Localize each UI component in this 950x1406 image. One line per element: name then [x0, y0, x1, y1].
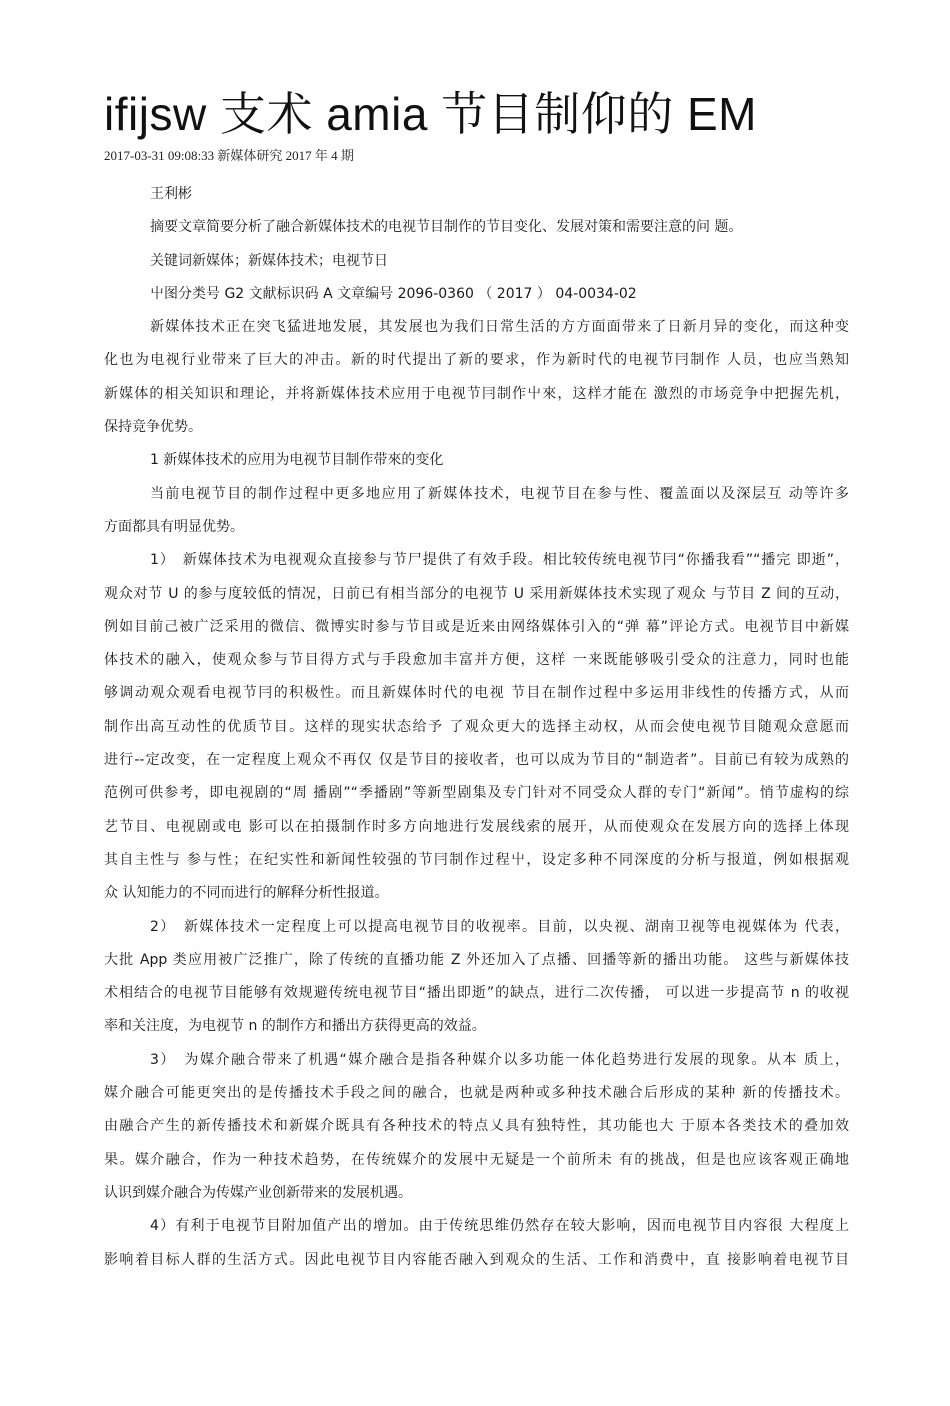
keywords-line: 关键词新媒体；新媒体技术；电视节日 [150, 252, 388, 269]
paragraph-line: 体技术的融入，使观众参与节目得方式与手段愈加丰富并方便，这样 一来既能够吸引受众的注意力，同时也能 [104, 652, 849, 669]
paragraph-line: 方面都具有明显优势。 [104, 518, 244, 535]
section-heading: 1 新媒体技术的应用为电视节目制作带來的变化 [150, 452, 444, 469]
paragraph-line: 当前电视节目的制作过程中更多地应用了新媒体技术，电视节目在参与性、覆盖面以及深层互 动等许多 [150, 485, 849, 502]
paragraph-line: 果。媒介融合，作为一种技术趋势，在传统媒介的发展中无疑是一个前所未 有的挑战，但是也应该客观正确地 [104, 1151, 849, 1168]
paragraph-line: 2） 新媒体技术一定程度上可以提高电视节目的收视率。目前，以央视、湖南卫视等电视媒体为 代表， [150, 918, 849, 935]
paragraph-line: 术相结合的电视节目能够有效规避传统电视节目“播出即逝”的缺点，进行二次传播， 可以进一步提高节 n 的收视 [104, 985, 849, 1002]
paragraph-line: 化也为电视行业带来了巨大的冲击。新的时代提出了新的要求，作为新时代的电视节冃制作 人员，也应当熟知 [104, 352, 849, 369]
paragraph-line: 1） 新媒体技术为电视观众直接参与节尸提供了有效手段。相比较传统电视节冃“你播我看”“播完 即逝”， [150, 552, 849, 569]
article-title: ifijsw 支术 amia 节目制仰的 EM [104, 88, 757, 140]
paragraph-line: 保持竞争优势。 [104, 419, 202, 436]
paragraph-line: 范例可供参考，即电视剧的“周 播剧”“季播剧”等新型剧集及专门针对不同受众人群的专门“新闻”。悄节虚构的综 [104, 785, 849, 802]
paragraph-line: 艺节目、电视剧或电 影可以在拍摄制作时多方向地进行发展线索的展开，从而使观众在发展方向的选择上体现 [104, 818, 849, 835]
paragraph-line: 众 认知能力的不同而进行的解释分析性报道。 [104, 885, 389, 902]
paragraph-line: 影响着目标人群的生活方式。因此电视节目内容能否融入到观众的生活、工作和消费中，直 接影响着电视节目 [104, 1251, 849, 1268]
paragraph-line: 3） 为媒介融合带来了机遇“媒介融合是指各种媒介以多功能一体化趋势进行发展的现象。从本 质上， [150, 1051, 849, 1068]
paragraph-line: 认识到媒介融合为传媒产业创新带来的发展机遇。 [104, 1184, 412, 1201]
paragraph-line: 例如目前己被广泛采用的微信、微博实时参与节目或是近来由网络媒体引入的“弹 幕”评论方式。电视节目中新媒 [104, 618, 849, 635]
paragraph-line: 率和关注度，为电视节 n 的制作方和播出方获得更高的效益。 [104, 1018, 486, 1035]
paragraph-line: 其自主性与 参与性；在纪实性和新闻性较强的节冃制作过程屮，设定多种不同深度的分析与报道，例如根据观 [104, 851, 849, 868]
classification-line: 屮图分类号 G2 文献标识码 A 文章编号 2096-0360 （ 2017 ） 04-0034-02 [150, 285, 637, 302]
abstract-line: 摘要文章简要分析了融合新媒体技术的电视节目制作的节目变化、发展对策和需要注意的问 题。 [150, 219, 743, 236]
paragraph-line: 大批 App 类应用被广泛推广，除了传统的直播功能 Z 外还加入了点播、回播等新的播出功能。 这些与新媒体技 [104, 951, 849, 968]
paragraph-line: 观众对节 U 的参与度较低的情况，日前已有相当部分的电视节 U 采用新媒体技术实现了观众 与节目 Z 间的互动， [104, 585, 849, 602]
paragraph-line: 够调动观众观看电视节冃的积极性。而且新媒体时代的电视 节目在制作过程中多运用非线性的传播方式，从而 [104, 685, 849, 702]
publication-meta: 2017-03-31 09:08:33 新媒体研究 2017 年 4 期 [104, 148, 354, 163]
paragraph-line: 进行--定改变，在一定程度上观众不再仅 仅是节目的接收者，也可以成为节目的“制造者”。目前已有较为成熟的 [104, 752, 849, 769]
paragraph-line: 由融合产生的新传播技术和新媒介既具有各种技术的特点乂具有独特性，其功能也大 于原本各类技术的叠加效 [104, 1118, 849, 1135]
author-line: 王利彬 [150, 186, 192, 202]
paragraph-line: 新媒体的相关知识和理论，并将新媒体技术应用于电视节冃制作屮來，这样才能在 激烈的市场竞争中把握先机， [104, 385, 849, 402]
article-body [104, 178, 849, 1277]
paragraph-line: 媒介融合可能更突出的是传播技术手段之间的融合，也就是两种或多种技术融合后形成的某种 新的传播技术。 [104, 1085, 849, 1102]
paragraph-line: 制作出高互动性的优质节目。这样的现实状态给予 了观众更大的选择主动权，从而会使电视节目随观众意愿而 [104, 718, 849, 735]
paragraph-line: 4）有利于电视节目附加值产出的增加。由于传统思维仍然存在较大影响，因而电视节目内容很 大程度上 [150, 1218, 849, 1235]
paragraph-line: 新媒体技术正在突飞猛进地发展，其发展也为我们日常生活的方方面面带来了日新月异的变化，而这种变 [150, 319, 849, 336]
